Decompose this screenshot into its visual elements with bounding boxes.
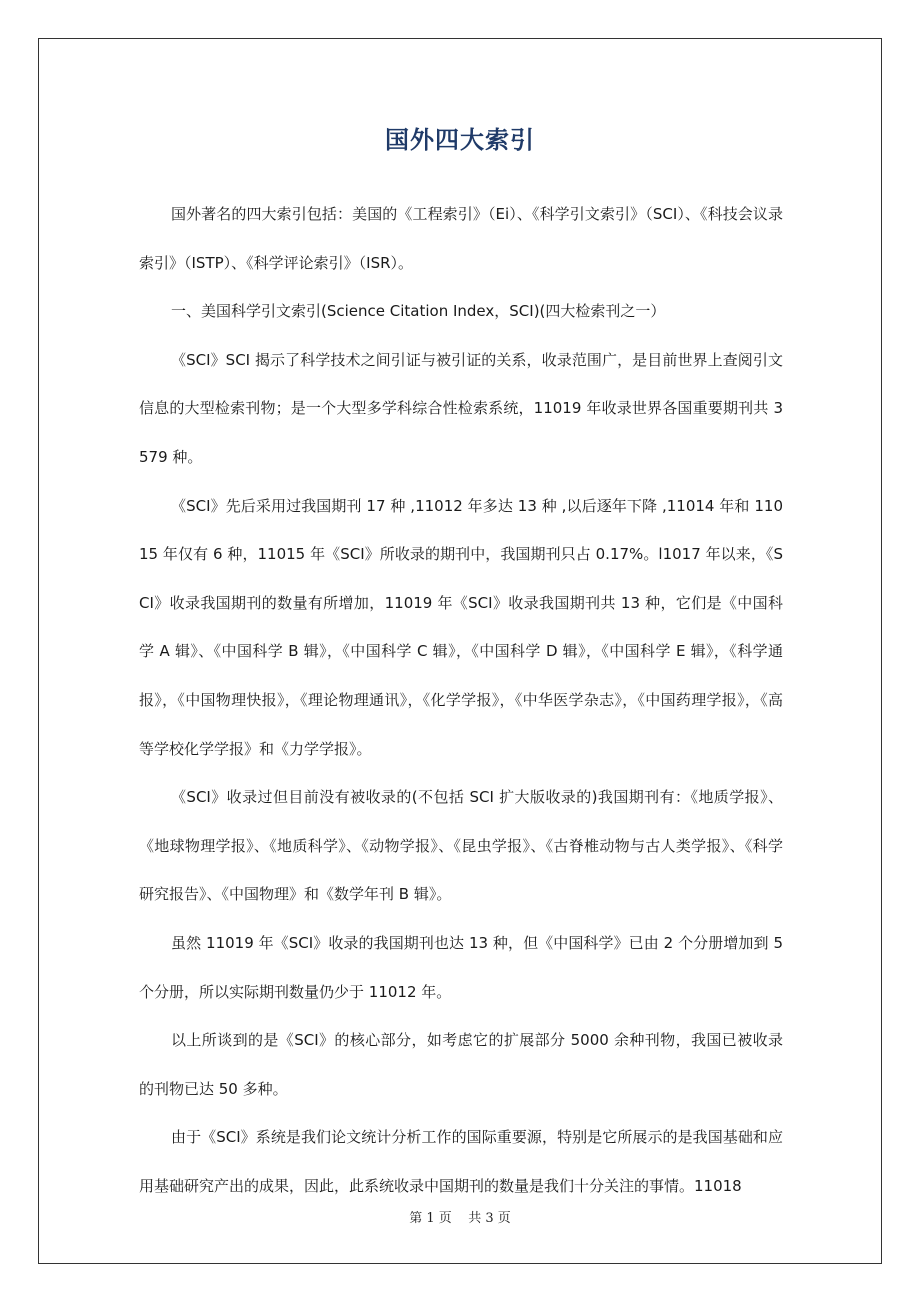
paragraph-sci-overview: 《SCI》SCI 揭示了科学技术之间引证与被引证的关系，收录范围广，是目前世界上查阅引文信息的大型检索刊物；是一个大型多学科综合性检索系统，11019 年收录世界各国重要期刊共 3579 种。 [139,350,783,466]
paragraph-sci-extended: 以上所谈到的是《SCI》的核心部分，如考虑它的扩展部分 5000 余种刊物，我国已被收录的刊物已达 50 多种。 [139,1031,783,1098]
document-body [139,190,783,1210]
document-title: 国外四大索引 [385,126,535,154]
page-number: 第 1 页 [409,1211,452,1226]
section-heading-sci: 一、美国科学引文索引(Science Citation Index，SCI)(四大检索刊之一） [171,302,666,321]
paragraph-intro: 国外著名的四大索引包括：美国的《工程索引》（Ei）、《科学引文索引》（SCI）、《科技会议录索引》（ISTP）、《科学评论索引》（ISR）。 [139,205,783,272]
paragraph-sci-chinese-journals: 《SCI》先后采用过我国期刊 17 种 ,11012 年多达 13 种 ,以后逐年下降 ,11014 年和 11015 年仅有 6 种，11015 年《SCI》所收录的期刊中，我国期刊只占 0.17%。l1017 年以来，《SCI》收录我国期刊的数量有所增加，11019 年《SCI》收录我国期刊共 13 种，它们是《中国科学 A 辑》、《中国科学 B 辑》，《中国科学 C 辑》，《中国科学 D 辑》，《中国科学 E 辑》，《科学通报》，《中国物理快报》，《理论物理通讯》，《化学学报》，《中华医学杂志》，《中国药理学报》，《高等学校化学学报》和《力学学报》。 [139,496,783,758]
paragraph-sci-importance: 由于《SCI》系统是我们论文统计分析工作的国际重要源，特别是它所展示的是我国基础和应用基础研究产出的成果，因此，此系统收录中国期刊的数量是我们十分关注的事情。11018 [139,1128,783,1195]
paragraph-sci-removed-journals: 《SCI》收录过但目前没有被收录的(不包括 SCI 扩大版收录的)我国期刊有：《地质学报》、《地球物理学报》、《地质科学》、《动物学报》、《昆虫学报》、《古脊椎动物与古人类学报》、《科学研究报告》、《中国物理》和《数学年刊 B 辑》。 [139,788,783,904]
page-total: 共 3 页 [468,1211,511,1226]
paragraph-sci-volume-note: 虽然 11019 年《SCI》收录的我国期刊也达 13 种，但《中国科学》已由 2 个分册增加到 5 个分册，所以实际期刊数量仍少于 11012 年。 [139,933,783,1001]
page-footer [0,1207,920,1226]
